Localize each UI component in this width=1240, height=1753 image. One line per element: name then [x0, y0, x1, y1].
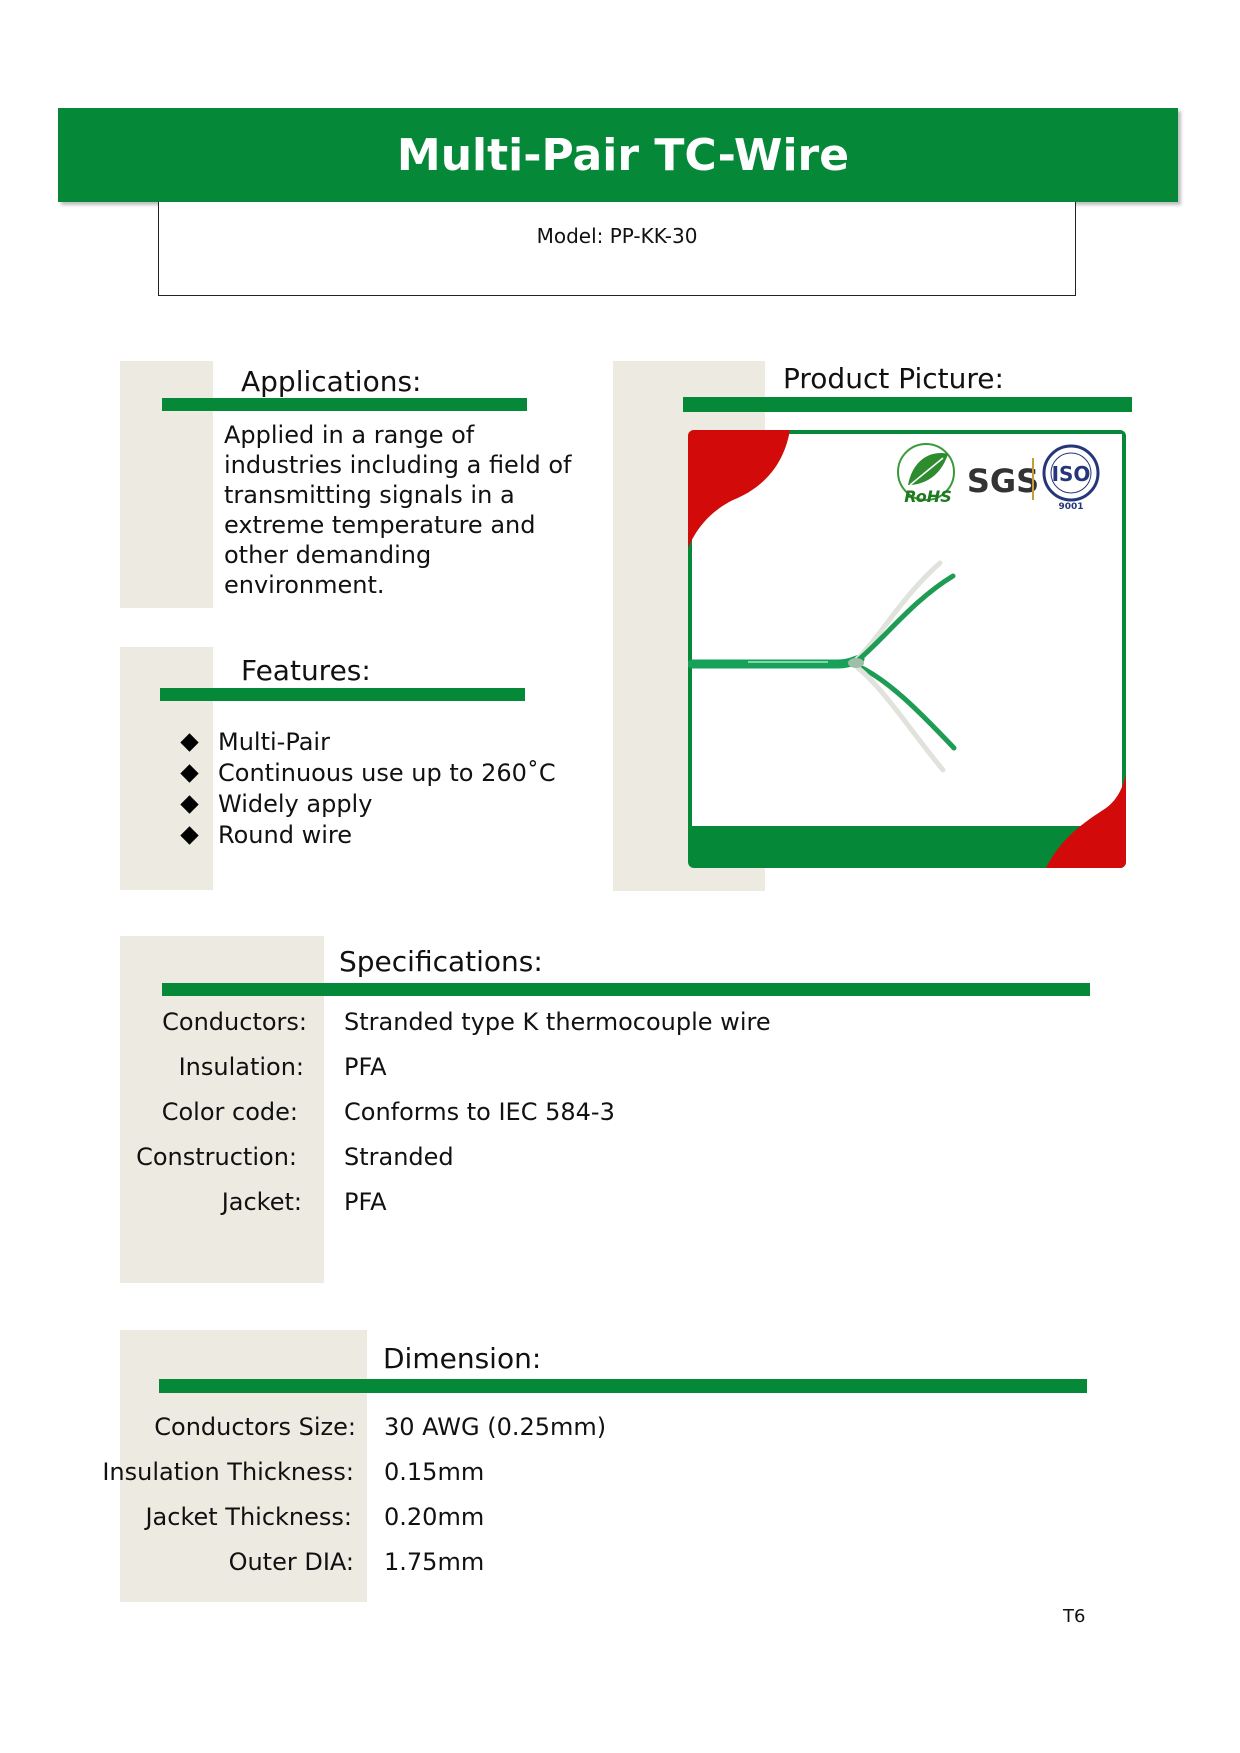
model-label: Model: PP-KK-30 [536, 224, 698, 248]
product-picture-heading: Product Picture: [783, 362, 1004, 395]
applications-rule [162, 398, 527, 411]
dimension-value: 0.20mm [384, 1503, 485, 1531]
red-corner-bottom-icon [1046, 775, 1126, 868]
dimension-value: 1.75mm [384, 1548, 485, 1576]
dimension-row [0, 1547, 1240, 1577]
dimension-rule [159, 1379, 1087, 1393]
diamond-bullet-icon [180, 764, 198, 782]
iso-text: ISO [1051, 462, 1091, 486]
features-rule [160, 688, 525, 701]
spec-value: Stranded type K thermocouple wire [344, 1008, 771, 1036]
model-box [158, 202, 1076, 296]
spec-label: Insulation: [178, 1053, 304, 1081]
features-heading: Features: [241, 654, 371, 687]
spec-row [0, 1187, 1240, 1217]
features-list [176, 727, 556, 851]
diamond-bullet-icon [180, 826, 198, 844]
applications-line: other demanding [224, 541, 432, 569]
spec-value: Stranded [344, 1143, 454, 1171]
product-image-art [688, 430, 1126, 868]
feature-text: Round wire [218, 821, 352, 849]
iso-number-text: 9001 [1058, 502, 1084, 512]
sgs-logo-icon: SGS [966, 462, 1040, 500]
spec-row [0, 1142, 1240, 1172]
red-corner-top-icon [688, 430, 790, 548]
rohs-text: RoHS [904, 487, 952, 506]
spec-value: PFA [344, 1053, 387, 1081]
product-picture-rule [683, 397, 1132, 412]
specifications-rule [162, 983, 1090, 996]
dimension-label: Conductors Size: [154, 1413, 356, 1441]
applications-text [224, 420, 571, 600]
dimension-label: Outer DIA: [228, 1548, 354, 1576]
spec-value: PFA [344, 1188, 387, 1216]
applications-heading: Applications: [241, 365, 422, 398]
feature-text: Continuous use up to 260˚C [218, 759, 556, 787]
spec-value: Conforms to IEC 584-3 [344, 1098, 615, 1126]
title-bar [58, 108, 1178, 202]
diamond-bullet-icon [180, 733, 198, 751]
feature-item [176, 789, 556, 820]
applications-line: transmitting signals in a [224, 481, 515, 509]
dimension-heading: Dimension: [383, 1342, 542, 1375]
spec-label: Jacket: [221, 1188, 302, 1216]
dimension-row [0, 1457, 1240, 1487]
page-title: Multi-Pair TC-Wire [396, 129, 850, 181]
applications-line: industries including a field of [224, 451, 572, 479]
dimension-label: Insulation Thickness: [102, 1458, 354, 1486]
dimension-row [0, 1412, 1240, 1442]
feature-item [176, 758, 556, 789]
dimension-row [0, 1502, 1240, 1532]
spec-label: Conductors: [162, 1008, 307, 1036]
dimension-label: Jacket Thickness: [145, 1503, 352, 1531]
dimension-value: 0.15mm [384, 1458, 485, 1486]
feature-item [176, 820, 556, 851]
applications-line: environment. [224, 571, 385, 599]
rohs-logo-icon [898, 444, 954, 506]
spec-label: Color code: [161, 1098, 298, 1126]
specifications-heading: Specifications: [339, 945, 543, 978]
spec-label: Construction: [136, 1143, 297, 1171]
dimension-value: 30 AWG (0.25mm) [384, 1413, 607, 1441]
applications-line: extreme temperature and [224, 511, 536, 539]
iso-logo-icon [1044, 446, 1098, 512]
spec-row [0, 1007, 1240, 1037]
spec-row [0, 1052, 1240, 1082]
spec-row [0, 1097, 1240, 1127]
cable-icon [692, 563, 954, 770]
feature-text: Widely apply [218, 790, 373, 818]
feature-text: Multi-Pair [218, 728, 330, 756]
page-number: T6 [1063, 1606, 1086, 1627]
product-image [688, 430, 1126, 868]
applications-line: Applied in a range of [224, 421, 475, 449]
feature-item [176, 727, 556, 758]
diamond-bullet-icon [180, 795, 198, 813]
